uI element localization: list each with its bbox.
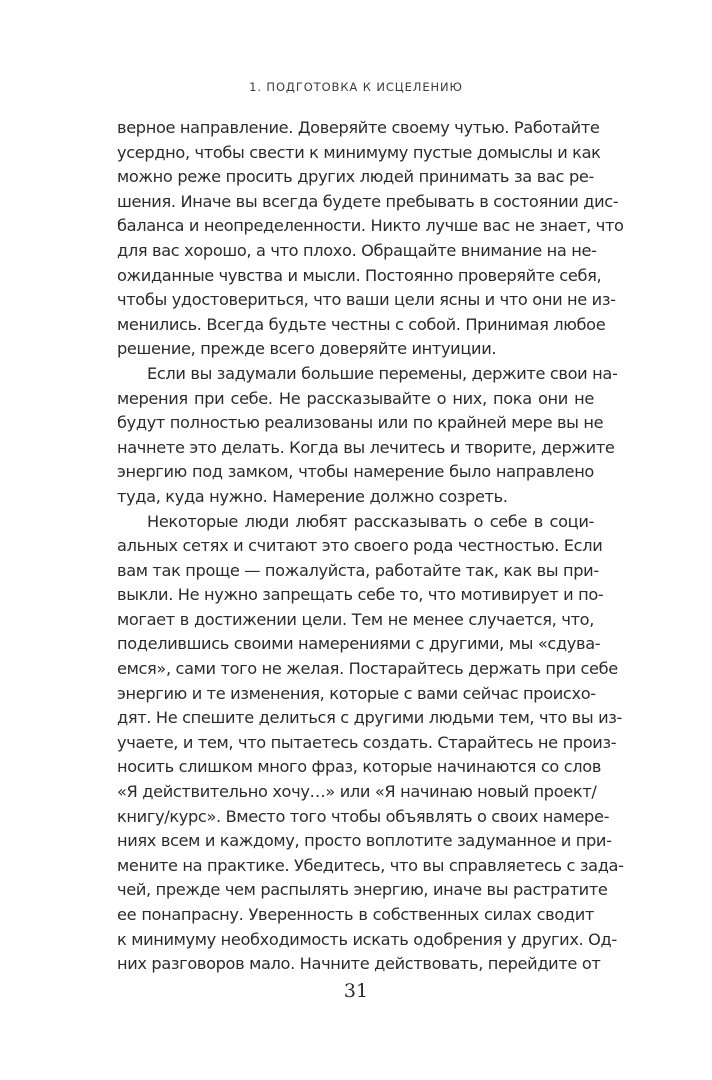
text-line: энергию под замком, чтобы намерение было направлено xyxy=(117,462,594,482)
text-line: носить слишком много фраз, которые начинаются со слов xyxy=(117,757,602,777)
text-line: ее понапрасну. Уверенность в собственных силах сводит xyxy=(117,905,594,924)
running-head: 1. ПОДГОТОВКА К ИСЦЕЛЕНИЮ xyxy=(249,80,463,94)
text-line: мените на практике. Убедитесь, что вы справляетесь с зада- xyxy=(117,855,624,875)
text-line: ниях всем и каждому, просто воплотите задуманное и при- xyxy=(117,831,612,851)
text-line: менились. Всегда будьте честны с собой. Принимая любое xyxy=(117,314,606,334)
text-line: учаете, и тем, что пытаетесь создать. Старайтесь не произ- xyxy=(117,732,617,752)
paragraph-first-line: Некоторые люди любят рассказывать о себе в соци- xyxy=(147,511,594,531)
text-line: к минимуму необходимость искать одобрения у других. Од- xyxy=(117,929,617,949)
text-line: емся», сами того не желая. Постарайтесь держать при себе xyxy=(117,659,618,679)
text-line: ожиданные чувства и мысли. Постоянно проверяйте себя, xyxy=(117,265,602,285)
text-line: шения. Иначе вы всегда будете пребывать в состоянии дис- xyxy=(117,191,619,211)
text-line: книгу/курс». Вместо того чтобы объявлять о своих намере- xyxy=(117,806,610,826)
text-line: альных сетях и считают это своего рода честностью. Если xyxy=(117,536,603,556)
text-line: поделившись своими намерениями с другими, мы «сдува- xyxy=(117,634,601,654)
text-line: чтобы удостовериться, что ваши цели ясны и что они не из- xyxy=(117,290,616,310)
text-line: «Я действительно хочу…» или «Я начинаю новый проект/ xyxy=(117,782,597,802)
text-line: энергию и те изменения, которые с вами сейчас происхо- xyxy=(117,683,596,703)
text-line: выкли. Не нужно запрещать себе то, что мотивирует и по- xyxy=(117,585,604,605)
text-line: туда, куда нужно. Намерение должно созреть. xyxy=(117,486,508,506)
text-line: мерения при себе. Не рассказывайте о них, пока они не xyxy=(117,388,594,408)
text-line: могает в достижении цели. Тем не менее случается, что, xyxy=(117,609,594,629)
text-line: решение, прежде всего доверяйте интуиции. xyxy=(117,339,497,359)
text-line: вам так проще — пожалуйста, работайте так, как вы при- xyxy=(117,560,599,580)
text-line: чей, прежде чем распылять энергию, иначе вы растратите xyxy=(117,880,608,900)
text-line: них разговоров мало. Начните действовать, перейдите от xyxy=(117,954,601,974)
text-line: можно реже просить других людей принимать за вас ре- xyxy=(117,167,594,187)
text-line: дят. Не спешите делиться с другими людьми тем, что вы из- xyxy=(117,708,623,728)
text-line: будут полностью реализованы или по крайней мере вы не xyxy=(117,413,604,433)
text-line: баланса и неопределенности. Никто лучше вас не знает, что xyxy=(117,216,624,236)
text-line: для вас хорошо, а что плохо. Обращайте внимание на не- xyxy=(117,240,597,260)
body-text xyxy=(117,116,624,977)
text-line: верное направление. Доверяйте своему чутью. Работайте xyxy=(117,118,600,137)
text-line: начнете это делать. Когда вы лечитесь и творите, держите xyxy=(117,437,615,457)
text-line: усердно, чтобы свести к минимуму пустые домыслы и как xyxy=(117,142,601,162)
page-number: 31 xyxy=(343,980,369,1002)
paragraph-first-line: Если вы задумали большие перемены, держите свои на- xyxy=(147,363,618,383)
